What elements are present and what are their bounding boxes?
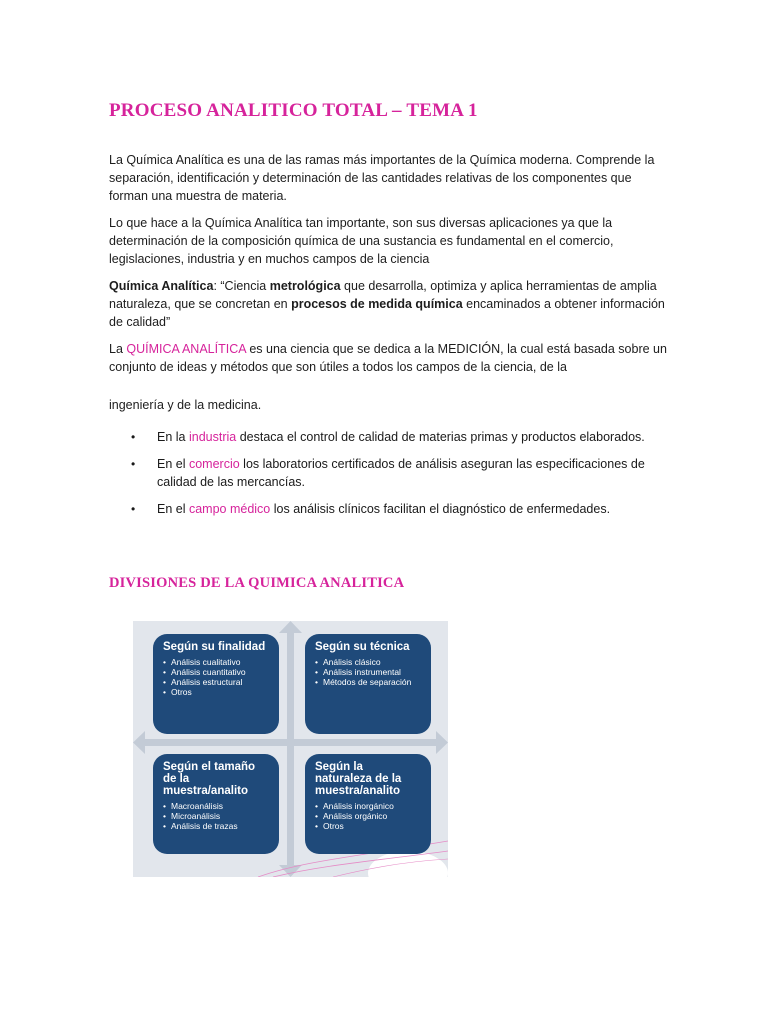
list-item bbox=[109, 455, 669, 491]
measurement-text-1: La bbox=[109, 342, 127, 356]
list-item bbox=[109, 428, 669, 446]
box-items bbox=[163, 657, 269, 697]
box-item: • Análisis cuantitativo bbox=[163, 667, 269, 677]
box-item: • Análisis clásico bbox=[315, 657, 421, 667]
bullet-text-pre: En la bbox=[157, 430, 189, 444]
box-item: • Macroanálisis bbox=[163, 801, 269, 811]
box-item: • Análisis instrumental bbox=[315, 667, 421, 677]
bullet-text-pre: En el bbox=[157, 502, 189, 516]
bullet-text-post: los análisis clínicos facilitan el diagnóstico de enfermedades. bbox=[270, 502, 611, 516]
section-subtitle: DIVISIONES DE LA QUIMICA ANALITICA bbox=[109, 575, 405, 591]
definition-term: Química Analítica bbox=[109, 279, 214, 293]
box-title: Según su técnica bbox=[315, 641, 410, 653]
box-items bbox=[315, 657, 421, 687]
box-items bbox=[163, 801, 269, 831]
definition-text-3: encaminados a obtener información de calidad” bbox=[109, 297, 665, 329]
bullet-icon: • bbox=[131, 430, 136, 444]
paragraph-measurement bbox=[109, 340, 669, 376]
box-tamano bbox=[153, 754, 279, 854]
box-items bbox=[315, 801, 421, 831]
box-item: • Métodos de separación bbox=[315, 677, 421, 687]
box-item: • Análisis de trazas bbox=[163, 821, 269, 831]
bullet-text-post: los laboratorios certificados de análisis aseguran las especificaciones de calidad de las mercancías. bbox=[157, 457, 645, 489]
list-item bbox=[109, 500, 669, 518]
box-item: • Otros bbox=[315, 821, 421, 831]
bullet-text-post: destaca el control de calidad de materias primas y productos elaborados. bbox=[236, 430, 645, 444]
box-naturaleza bbox=[305, 754, 431, 854]
page-title: PROCESO ANALITICO TOTAL – TEMA 1 bbox=[109, 100, 478, 121]
bullet-text-pre: En el bbox=[157, 457, 189, 471]
bullet-highlight: campo médico bbox=[188, 502, 271, 516]
box-title: Según el tamaño de la muestra/analito bbox=[163, 761, 256, 797]
box-title: Según su finalidad bbox=[163, 641, 266, 653]
box-tecnica bbox=[305, 634, 431, 734]
divisions-diagram bbox=[133, 621, 448, 877]
bullet-highlight: comercio bbox=[188, 457, 240, 471]
definition-bold-1: metrológica bbox=[269, 279, 341, 293]
box-title: Según la naturaleza de la muestra/analito bbox=[315, 761, 402, 797]
paragraph-definition bbox=[109, 277, 669, 331]
definition-bold-2: procesos de medida química bbox=[291, 297, 463, 311]
bullet-icon: • bbox=[131, 457, 136, 471]
box-item: • Microanálisis bbox=[163, 811, 269, 821]
applications-list bbox=[109, 428, 669, 527]
box-item: • Análisis inorgánico bbox=[315, 801, 421, 811]
box-item: • Análisis cualitativo bbox=[163, 657, 269, 667]
box-item: • Análisis estructural bbox=[163, 677, 269, 687]
paragraph-importance: Lo que hace a la Química Analítica tan importante, son sus diversas aplicaciones ya que la determinación de la composición química de una sustancia es fundamental en el comercio, legislaciones, industria y en muchos campos de la ciencia bbox=[109, 216, 614, 266]
measurement-text-2: es una ciencia que se dedica a la MEDICIÓN, la cual está basada sobre un conjunto de ideas y métodos que son útiles a todos los campos de la ciencia, de la bbox=[109, 342, 667, 374]
definition-text-1: : “Ciencia bbox=[213, 279, 270, 293]
bullet-icon: • bbox=[131, 502, 136, 516]
box-item: • Análisis orgánico bbox=[315, 811, 421, 821]
definition-text-2: que desarrolla, optimiza y aplica herramientas de amplia naturaleza, que se concretan en bbox=[109, 279, 657, 311]
paragraph-intro: La Química Analítica es una de las ramas más importantes de la Química moderna. Comprende la separación, identificación y determinación de las cantidades relativas de los componentes que forman una muestra de materia. bbox=[109, 153, 655, 203]
box-item: • Otros bbox=[163, 687, 269, 697]
bullet-highlight: industria bbox=[188, 430, 237, 444]
measurement-highlight: QUÍMICA ANALÍTICA bbox=[126, 342, 246, 356]
paragraph-continuation: ingeniería y de la medicina. bbox=[109, 398, 262, 412]
box-finalidad bbox=[153, 634, 279, 734]
